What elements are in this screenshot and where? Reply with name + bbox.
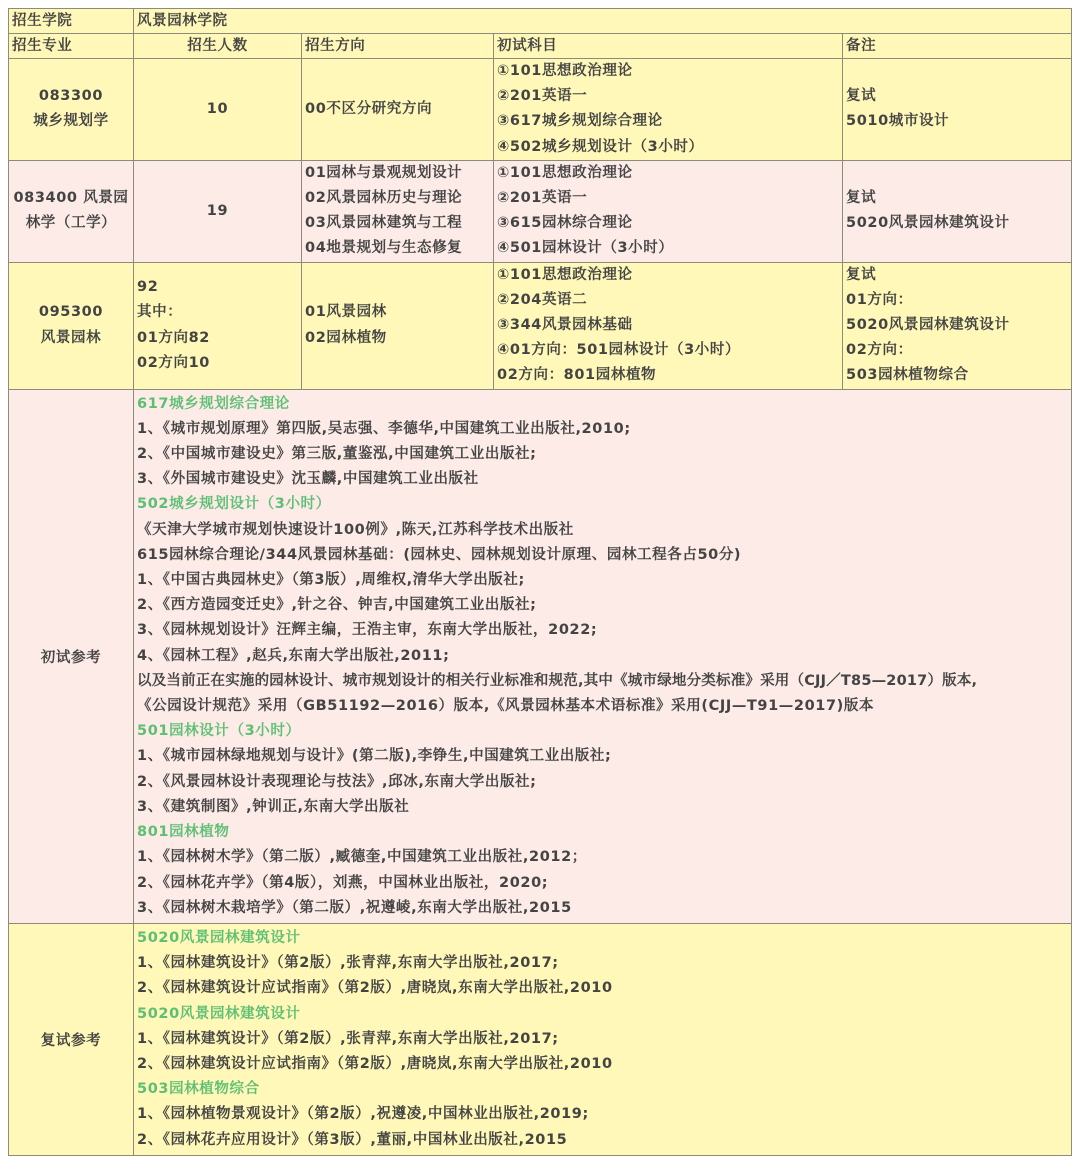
direction-item: 02风景园林历史与理论 [305, 190, 463, 207]
college-label: 招生学院 [9, 9, 134, 34]
subject-item: ④501园林设计（3小时） [497, 240, 674, 257]
reference-item: 2、《风景园林设计表现理论与技法》,邱冰,东南大学出版社; [137, 773, 537, 790]
note-item: 5010城市设计 [846, 113, 950, 130]
subject-item: ③617城乡规划综合理论 [497, 113, 663, 130]
column-header-row [9, 34, 1072, 59]
subject-item: ②201英语一 [497, 88, 588, 105]
major-code: 083300 [38, 88, 104, 105]
major-code: 083400 风景园 [13, 190, 129, 207]
count-value: 10 [206, 100, 229, 117]
note-item: 复试 [846, 266, 877, 283]
college-row [9, 9, 1072, 34]
subjects-cell [494, 59, 843, 161]
reference-item: 以及当前正在实施的园林设计、城市规划设计的相关行业标准和规范,其中《城市绿地分类标准》采用（CJJ／T85—2017）版本, [137, 672, 978, 689]
retest-reference-list [134, 923, 1072, 1155]
reference-item: 3、《园林规划设计》汪辉主编，王浩主审，东南大学出版社，2022; [137, 622, 598, 639]
subjects-cell [494, 160, 843, 262]
reference-heading: 503园林植物综合 [137, 1081, 260, 1098]
major-cell [9, 160, 134, 262]
major-cell [9, 262, 134, 389]
reference-heading: 501园林设计（3小时） [137, 723, 301, 740]
reference-item: 1、《城市规划原理》第四版,吴志强、李德华,中国建筑工业出版社,2010; [137, 420, 631, 437]
reference-item: 《天津大学城市规划快速设计100例》,陈天,江苏科学技术出版社 [137, 521, 574, 538]
reference-item: 3、《建筑制图》,钟训正,东南大学出版社 [137, 798, 410, 815]
reference-item: 1、《城市园林绿地规划与设计》(第二版),李铮生,中国建筑工业出版社; [137, 748, 612, 765]
direction-item: 00不区分研究方向 [305, 100, 433, 117]
note-item: 复试 [846, 190, 877, 207]
retest-reference-label: 复试参考 [9, 923, 134, 1155]
note-item: 02方向： [846, 342, 913, 359]
col-header-direction: 招生方向 [302, 34, 494, 59]
major-code: 095300 [38, 304, 104, 321]
count-value: 19 [206, 202, 229, 219]
reference-item: 1、《园林建筑设计》（第2版）,张青萍,东南大学出版社,2017; [137, 1030, 559, 1047]
reference-item: 2、《园林花卉应用设计》（第3版）,董丽,中国林业出版社,2015 [137, 1131, 568, 1148]
initial-reference-list [134, 389, 1072, 923]
major-cell [9, 59, 134, 161]
col-header-major: 招生专业 [9, 34, 134, 59]
note-item: 复试 [846, 88, 877, 105]
reference-item: 1、《园林树木学》（第二版）,臧德奎,中国建筑工业出版社,2012； [137, 849, 587, 866]
major-name: 林学（工学） [25, 215, 117, 232]
direction-cell [302, 160, 494, 262]
count-value: 01方向82 [137, 329, 210, 346]
admissions-table [8, 8, 1072, 1156]
reference-item: 2、《园林建筑设计应试指南》（第2版）,唐晓岚,东南大学出版社,2010 [137, 1055, 613, 1072]
count-cell [134, 59, 302, 161]
reference-heading: 5020风景园林建筑设计 [137, 929, 301, 946]
reference-item: 3、《园林树木栽培学》（第二版）,祝遵崚,东南大学出版社,2015 [137, 899, 572, 916]
direction-item: 04地景规划与生态修复 [305, 240, 463, 257]
major-name: 风景园林 [40, 329, 102, 346]
reference-heading: 5020风景园林建筑设计 [137, 1005, 301, 1022]
major-name: 城乡规划学 [33, 113, 109, 130]
direction-item: 02园林植物 [305, 329, 387, 346]
reference-item: 1、《中国古典园林史》（第3版）,周维权,清华大学出版社; [137, 572, 525, 589]
subject-item: ②201英语一 [497, 190, 588, 207]
table-row [9, 262, 1072, 389]
count-cell [134, 160, 302, 262]
subject-item: ④01方向：501园林设计（3小时） [497, 342, 741, 359]
reference-item: 1、《园林建筑设计》（第2版）,张青萍,东南大学出版社,2017; [137, 955, 559, 972]
reference-item: 2、《园林花卉学》（第4版），刘燕，中国林业出版社，2020; [137, 874, 549, 891]
col-header-notes: 备注 [843, 34, 1072, 59]
retest-reference-row [9, 923, 1072, 1155]
reference-item: 2、《西方造园变迁史》,针之谷、钟吉,中国建筑工业出版社; [137, 597, 537, 614]
subject-item: ②204英语二 [497, 291, 588, 308]
reference-item: 1、《园林植物景观设计》（第2版）,祝遵凌,中国林业出版社,2019; [137, 1106, 589, 1123]
count-cell [134, 262, 302, 389]
subject-item: ③615园林综合理论 [497, 215, 633, 232]
reference-heading: 502城乡规划设计（3小时） [137, 496, 331, 513]
col-header-count: 招生人数 [134, 34, 302, 59]
subject-item: 02方向：801园林植物 [497, 367, 657, 384]
note-item: 503园林植物综合 [846, 367, 969, 384]
col-header-subjects: 初试科目 [494, 34, 843, 59]
table-row [9, 160, 1072, 262]
notes-cell [843, 160, 1072, 262]
reference-item: 615园林综合理论/344风景园林基础：(园林史、园林规划设计原理、园林工程各占50分) [137, 546, 742, 563]
count-value: 92 [137, 279, 159, 296]
initial-reference-label: 初试参考 [9, 389, 134, 923]
college-value: 风景园林学院 [134, 9, 1072, 34]
reference-item: 2、《园林建筑设计应试指南》（第2版）,唐晓岚,东南大学出版社,2010 [137, 980, 613, 997]
reference-item: 《公园设计规范》采用（GB51192—2016）版本,《风景园林基本术语标准》采用(CJJ—T91—2017)版本 [137, 698, 875, 715]
direction-cell [302, 262, 494, 389]
reference-item: 4、《园林工程》,赵兵,东南大学出版社,2011; [137, 647, 450, 664]
reference-heading: 617城乡规划综合理论 [137, 395, 290, 412]
count-value: 02方向10 [137, 354, 210, 371]
direction-item: 01风景园林 [305, 304, 387, 321]
subject-item: ④502城乡规划设计（3小时） [497, 138, 704, 155]
count-value: 其中： [137, 304, 183, 321]
subject-item: ①101思想政治理论 [497, 164, 633, 181]
subjects-cell [494, 262, 843, 389]
note-item: 5020风景园林建筑设计 [846, 317, 1010, 334]
subject-item: ③344风景园林基础 [497, 317, 633, 334]
note-item: 5020风景园林建筑设计 [846, 215, 1010, 232]
table-row [9, 59, 1072, 161]
note-item: 01方向： [846, 291, 913, 308]
subject-item: ①101思想政治理论 [497, 63, 633, 79]
reference-item: 2、《中国城市建设史》第三版,董鉴泓,中国建筑工业出版社; [137, 446, 537, 463]
direction-item: 01园林与景观规划设计 [305, 164, 463, 181]
notes-cell [843, 59, 1072, 161]
reference-item: 3、《外国城市建设史》沈玉麟,中国建筑工业出版社 [137, 471, 479, 488]
reference-heading: 801园林植物 [137, 824, 230, 841]
notes-cell [843, 262, 1072, 389]
direction-item: 03风景园林建筑与工程 [305, 215, 463, 232]
initial-reference-row [9, 389, 1072, 923]
subject-item: ①101思想政治理论 [497, 266, 633, 283]
direction-cell [302, 59, 494, 161]
